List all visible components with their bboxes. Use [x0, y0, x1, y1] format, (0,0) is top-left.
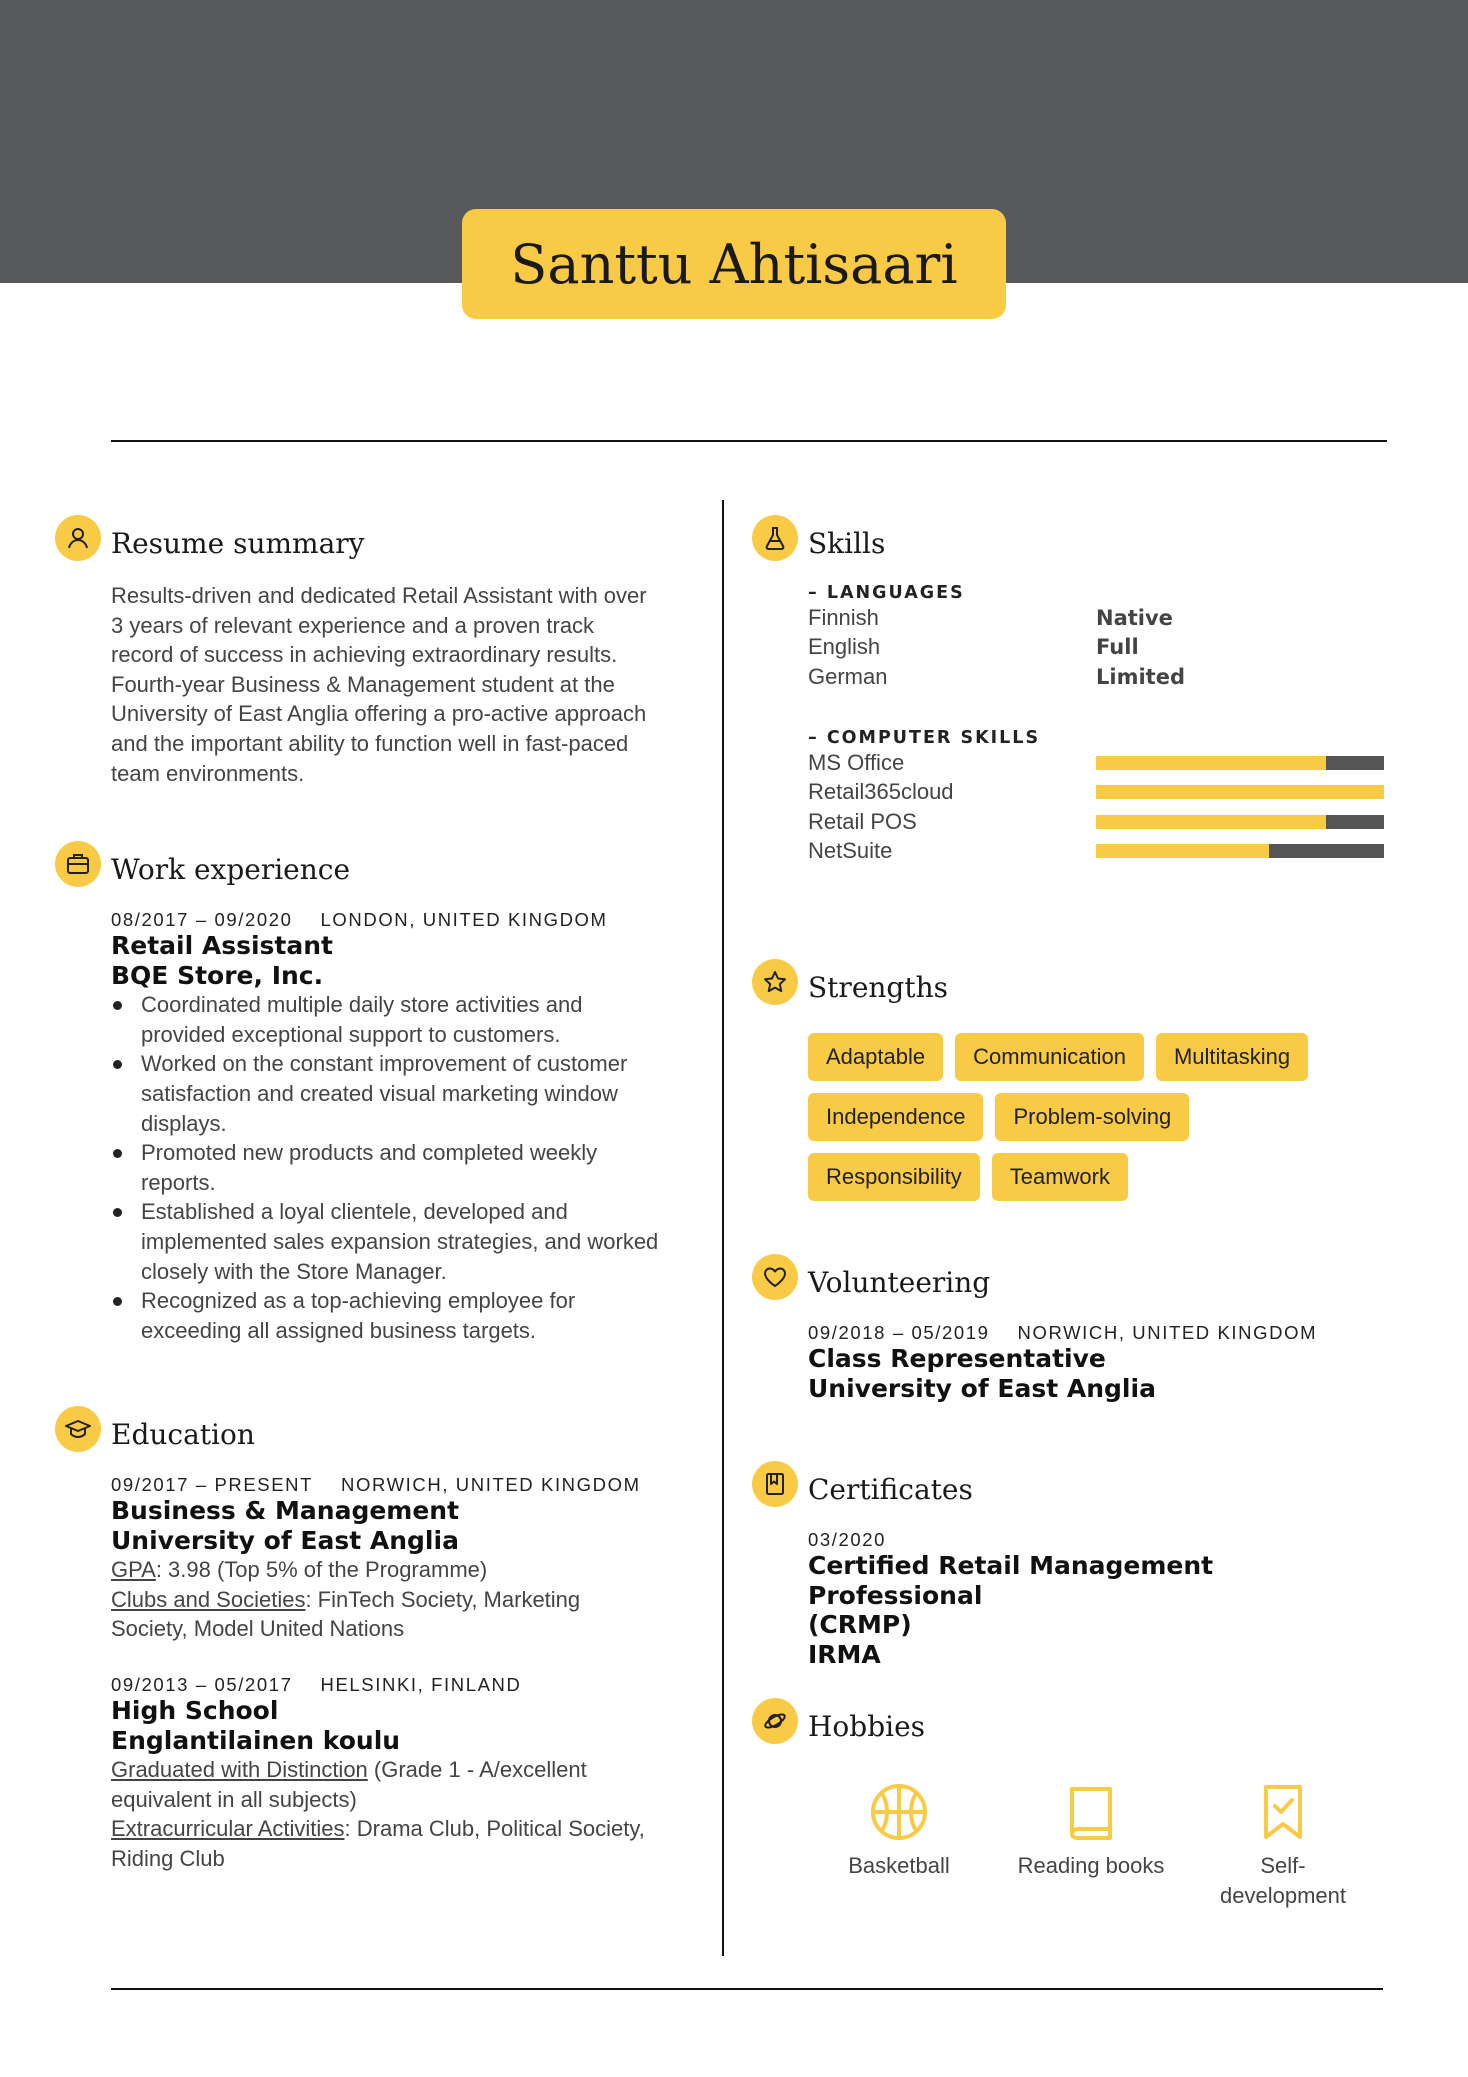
list-item: Promoted new products and completed weekly reports.	[141, 1138, 711, 1197]
volunteer-org: University of East Anglia	[808, 1373, 1156, 1403]
strength-tag: Independence	[808, 1093, 983, 1141]
flask-icon	[752, 515, 798, 561]
section-title: Hobbies	[808, 1709, 926, 1743]
strength-tag: Communication	[955, 1033, 1144, 1081]
school: University of East Anglia	[111, 1525, 459, 1555]
column-divider	[722, 500, 724, 1956]
graduation-cap-icon	[55, 1406, 101, 1452]
skill-row: MS Office	[808, 748, 1388, 778]
volunteering-section	[808, 1258, 1388, 1403]
star-icon	[752, 959, 798, 1005]
summary-text: Results-driven and dedicated Retail Assistant with over 3 years of relevant experience and a proven track record of success in achieving extraordinary results. Fourth-year Business & Management student at the University of East Anglia offering a pro-active approach and the important ability to function well in fast-paced team environments.	[111, 583, 647, 786]
certificates-section	[808, 1465, 1388, 1669]
summary-section	[111, 519, 701, 788]
certificate-date: 03/2020	[808, 1529, 887, 1550]
strength-tag: Adaptable	[808, 1033, 943, 1081]
skill-row: NetSuite	[808, 837, 1388, 867]
section-title: Certificates	[808, 1472, 973, 1506]
planet-icon	[752, 1698, 798, 1744]
briefcase-icon	[55, 841, 101, 887]
skill-bar	[1096, 756, 1384, 770]
strength-tag: Responsibility	[808, 1153, 980, 1201]
person-icon	[55, 515, 101, 561]
certificate-icon	[752, 1461, 798, 1507]
list-item: Established a loyal clientele, developed and implemented sales expansion strategies, and worked closely with the Store Manager.	[141, 1197, 711, 1286]
name-badge	[462, 209, 1006, 319]
company-name: BQE Store, Inc.	[111, 960, 324, 990]
certificate-issuer: IRMA	[808, 1639, 881, 1669]
section-title: Resume summary	[111, 526, 365, 560]
hobby-item: Reading books	[996, 1783, 1186, 1881]
strengths-section	[808, 963, 1388, 1213]
degree: High School	[111, 1695, 279, 1725]
skill-bar	[1096, 815, 1384, 829]
degree: Business & Management	[111, 1496, 460, 1525]
skill-row: Retail365cloud	[808, 777, 1388, 807]
section-title: Skills	[808, 526, 886, 560]
education-meta: 09/2013 – 05/2017 HELSINKI, FINLAND	[111, 1673, 522, 1695]
strength-tag: Problem-solving	[995, 1093, 1189, 1141]
hobbies-section	[808, 1702, 1388, 1942]
language-row: Finnish Native	[808, 604, 1173, 630]
top-divider	[111, 440, 1387, 442]
hobby-item: Basketball	[804, 1783, 994, 1881]
education-details: GPA: 3.98 (Top 5% of the Programme) Clubs and Societies: FinTech Society, Marketing Society, Model United Nations	[111, 1557, 581, 1642]
skill-bar	[1096, 844, 1384, 858]
section-title: Work experience	[111, 852, 351, 886]
languages-heading: – LANGUAGES	[808, 583, 965, 603]
hobby-item: Self- development	[1188, 1783, 1378, 1910]
strength-tag: Multitasking	[1156, 1033, 1308, 1081]
section-title: Volunteering	[808, 1265, 991, 1299]
education-details: Graduated with Distinction (Grade 1 - A/excellent equivalent in all subjects) Extracurricular Activities: Drama Club, Political Society, Riding Club	[111, 1757, 645, 1871]
work-section	[111, 845, 711, 1345]
book-icon	[1062, 1783, 1120, 1841]
job-meta: 08/2017 – 09/2020 LONDON, UNITED KINGDOM	[111, 909, 608, 930]
list-item: Recognized as a top-achieving employee for exceeding all assigned business targets.	[141, 1286, 711, 1345]
bottom-divider	[111, 1988, 1383, 1990]
heart-icon	[752, 1254, 798, 1300]
language-row: German Limited	[808, 663, 1185, 689]
section-title: Education	[111, 1417, 255, 1451]
job-bullets	[111, 990, 711, 1345]
certificate-name: Certified Retail Management Professional (CRMP)	[808, 1551, 1214, 1640]
job-title: Retail Assistant	[111, 931, 333, 960]
computer-skills-heading: – COMPUTER SKILLS	[808, 727, 1041, 748]
school: Englantilainen koulu	[111, 1725, 401, 1755]
section-title: Strengths	[808, 970, 948, 1004]
skill-row: Retail POS	[808, 807, 1388, 837]
skills-section	[808, 519, 1388, 866]
education-section	[111, 1410, 711, 1874]
list-item: Coordinated multiple daily store activities and provided exceptional support to customers.	[141, 990, 711, 1049]
language-row: English Full	[808, 634, 1139, 660]
volunteer-role: Class Representative	[808, 1344, 1106, 1373]
volunteering-meta: 09/2018 – 05/2019 NORWICH, UNITED KINGDOM	[808, 1322, 1318, 1343]
strength-tags	[808, 1033, 1368, 1213]
skill-bar	[1096, 785, 1384, 799]
basketball-icon	[870, 1783, 928, 1841]
strength-tag: Teamwork	[992, 1153, 1128, 1201]
education-meta: 09/2017 – PRESENT NORWICH, UNITED KINGDOM	[111, 1474, 641, 1495]
candidate-name: Santtu Ahtisaari	[510, 232, 958, 296]
list-item: Worked on the constant improvement of customer satisfaction and created visual marketing window displays.	[141, 1049, 711, 1138]
bookmark-check-icon	[1254, 1783, 1312, 1841]
